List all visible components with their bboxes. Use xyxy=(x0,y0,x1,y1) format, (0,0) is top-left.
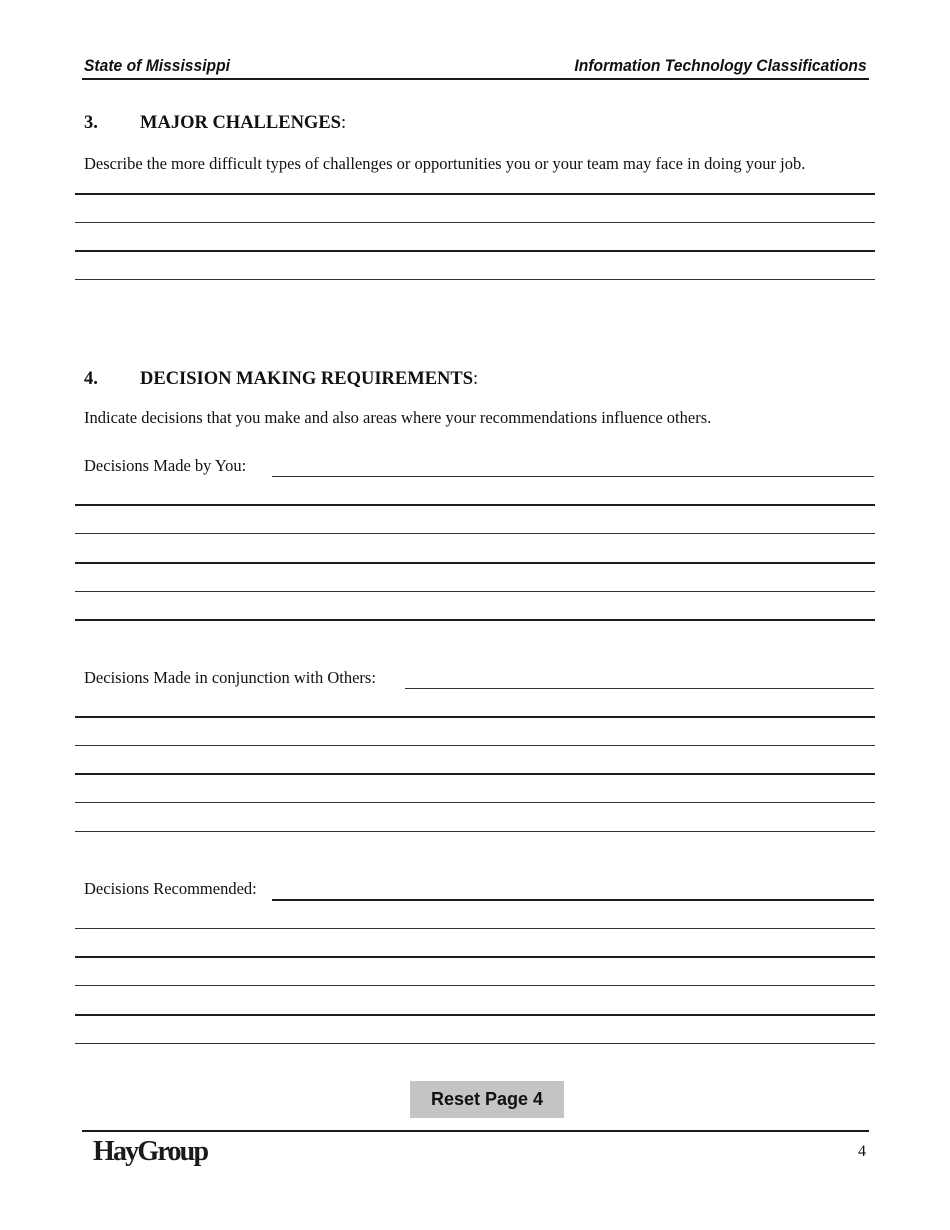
section-3-colon: : xyxy=(340,113,347,133)
decisions-conjunction-line-2[interactable] xyxy=(75,745,875,746)
section-4-description: Indicate decisions that you make and also areas where your recommendations influence others. xyxy=(84,408,712,427)
decisions-conjunction-line-5[interactable] xyxy=(75,831,875,832)
section-3-title: MAJOR CHALLENGES xyxy=(140,113,341,133)
decisions-by-you-line-3[interactable] xyxy=(75,562,875,564)
decisions-conjunction-input[interactable] xyxy=(405,688,874,689)
decisions-by-you-line-4[interactable] xyxy=(75,591,875,592)
section-3-description: Describe the more difficult types of challenges or opportunities you or your team may face in doing your job. xyxy=(84,154,806,173)
decisions-recommended-line-5[interactable] xyxy=(75,1043,875,1044)
section-4-number: 4. xyxy=(84,369,98,389)
decisions-recommended-line-4[interactable] xyxy=(75,1014,875,1016)
header-right-title: Information Technology Classifications xyxy=(574,56,867,75)
challenges-line-2[interactable] xyxy=(75,222,875,223)
decisions-by-you-line-1[interactable] xyxy=(75,504,875,506)
decisions-recommended-line-3[interactable] xyxy=(75,985,875,986)
section-4-heading xyxy=(84,368,478,390)
section-3-heading xyxy=(84,112,346,134)
decisions-by-you-line-5[interactable] xyxy=(75,619,875,621)
decisions-recommended-line-1[interactable] xyxy=(75,928,875,929)
decisions-conjunction-line-4[interactable] xyxy=(75,802,875,803)
section-4-colon: : xyxy=(473,369,479,389)
decisions-by-you-input[interactable] xyxy=(272,476,874,477)
decisions-by-you-label: Decisions Made by You: xyxy=(84,456,247,475)
haygroup-logo: HayGroup xyxy=(93,1136,208,1167)
decisions-conjunction-label: Decisions Made in conjunction with Others: xyxy=(84,668,376,687)
decisions-by-you-line-2[interactable] xyxy=(75,533,875,534)
header-left-title: State of Mississippi xyxy=(84,56,231,75)
decisions-recommended-input[interactable] xyxy=(272,899,874,901)
section-4-title: DECISION MAKING REQUIREMENTS xyxy=(140,369,474,389)
section-3-number: 3. xyxy=(84,113,98,133)
challenges-line-3[interactable] xyxy=(75,250,875,252)
decisions-recommended-line-2[interactable] xyxy=(75,956,875,958)
challenges-line-1[interactable] xyxy=(75,193,875,195)
header-divider xyxy=(82,78,869,80)
decisions-recommended-label: Decisions Recommended: xyxy=(84,879,257,898)
footer-divider xyxy=(82,1130,869,1132)
decisions-conjunction-line-3[interactable] xyxy=(75,773,875,775)
reset-page-button[interactable]: Reset Page 4 xyxy=(410,1081,564,1118)
decisions-conjunction-line-1[interactable] xyxy=(75,716,875,718)
page-number: 4 xyxy=(858,1143,866,1160)
challenges-line-4[interactable] xyxy=(75,279,875,280)
